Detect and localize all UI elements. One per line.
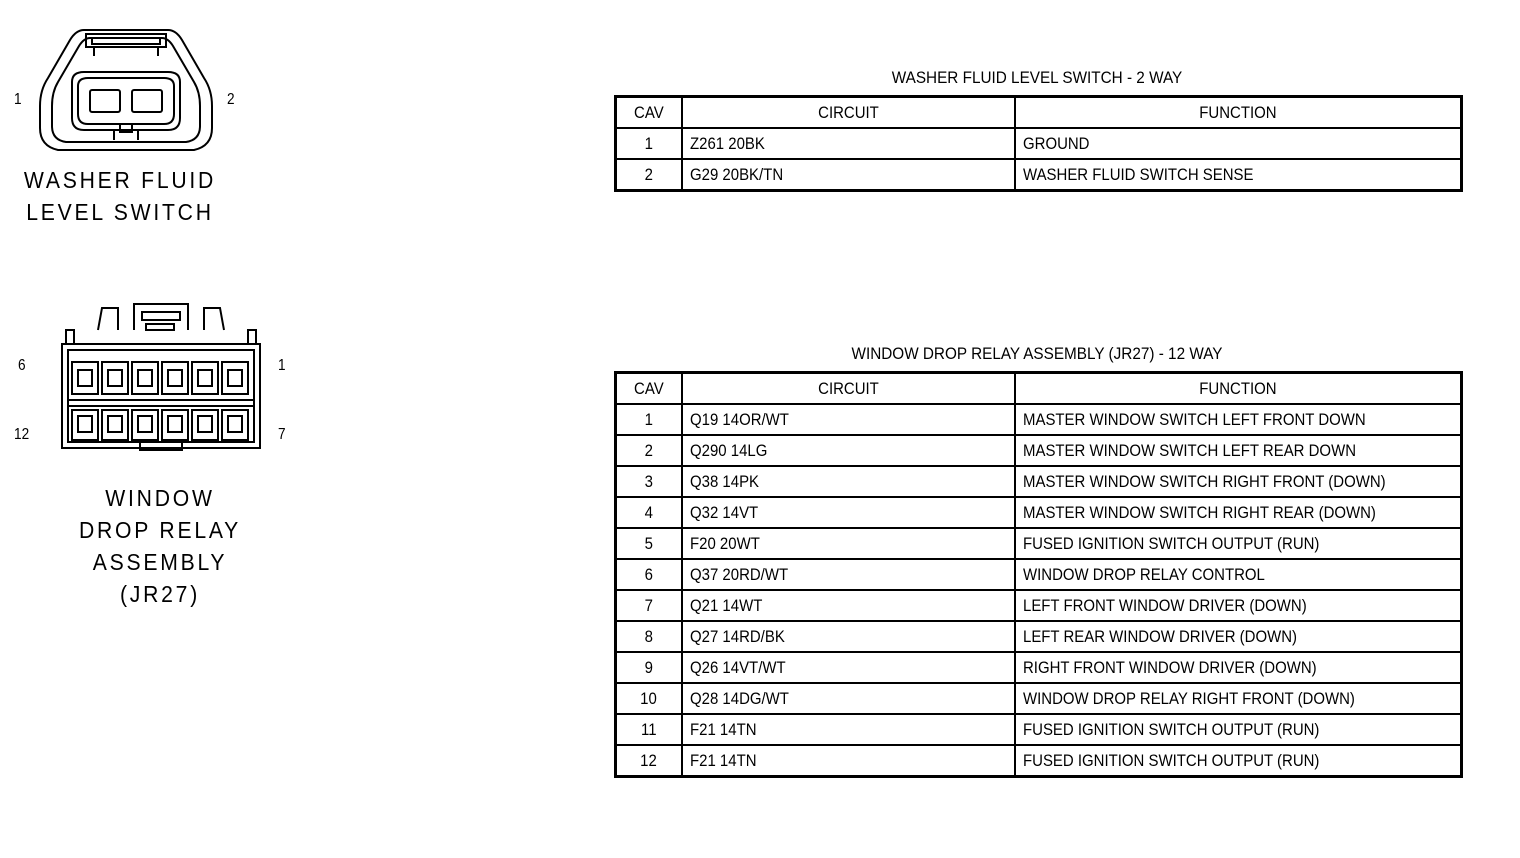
function-cell: MASTER WINDOW SWITCH LEFT REAR DOWN [1015,435,1462,466]
table-row [616,435,1462,466]
circuit-cell: Q27 14RD/BK [682,621,1015,652]
cav-cell: 1 [616,404,682,435]
relay-pin-7-label: 7 [278,426,286,443]
cav-cell: 12 [616,745,682,777]
column-header: CIRCUIT [682,97,1015,129]
table-row [616,497,1462,528]
circuit-cell: Z261 20BK [682,128,1015,159]
function-cell: LEFT FRONT WINDOW DRIVER (DOWN) [1015,590,1462,621]
function-cell: FUSED IGNITION SWITCH OUTPUT (RUN) [1015,745,1462,777]
table-row [616,714,1462,745]
cav-cell: 2 [616,435,682,466]
cav-cell: 5 [616,528,682,559]
cav-cell: 8 [616,621,682,652]
table-row [616,621,1462,652]
circuit-cell: Q38 14PK [682,466,1015,497]
table-header-row [616,97,1462,129]
relay-connector-name-line: (JR27) [119,581,201,607]
column-header: CAV [616,97,682,129]
cav-cell: 3 [616,466,682,497]
table-row [616,590,1462,621]
table-row [616,528,1462,559]
cav-cell: 7 [616,590,682,621]
function-cell: WINDOW DROP RELAY RIGHT FRONT (DOWN) [1015,683,1462,714]
table-row [616,128,1462,159]
table-row [616,683,1462,714]
function-cell: MASTER WINDOW SWITCH RIGHT FRONT (DOWN) [1015,466,1462,497]
circuit-cell: F21 14TN [682,745,1015,777]
washer-pin-1-label: 1 [14,91,22,108]
cav-cell: 2 [616,159,682,191]
column-header: CIRCUIT [682,373,1015,405]
cav-cell: 10 [616,683,682,714]
column-header: CAV [616,373,682,405]
washer-switch-connector-drawing [36,26,216,158]
function-cell: FUSED IGNITION SWITCH OUTPUT (RUN) [1015,714,1462,745]
relay-connector-name-line: DROP RELAY [78,517,242,543]
function-cell: GROUND [1015,128,1462,159]
cav-cell: 11 [616,714,682,745]
column-header: FUNCTION [1015,97,1462,129]
function-cell: LEFT REAR WINDOW DRIVER (DOWN) [1015,621,1462,652]
table-row [616,404,1462,435]
circuit-cell: Q290 14LG [682,435,1015,466]
function-cell: FUSED IGNITION SWITCH OUTPUT (RUN) [1015,528,1462,559]
table-header-row [616,373,1462,405]
function-cell: MASTER WINDOW SWITCH RIGHT REAR (DOWN) [1015,497,1462,528]
washer-pinout-table [614,95,1463,192]
relay-pinout-table [614,371,1463,778]
function-cell: RIGHT FRONT WINDOW DRIVER (DOWN) [1015,652,1462,683]
cav-cell: 4 [616,497,682,528]
table-row [616,159,1462,191]
circuit-cell: Q32 14VT [682,497,1015,528]
washer-pin-2-label: 2 [227,91,235,108]
relay-connector-drawing [58,300,264,460]
circuit-cell: Q21 14WT [682,590,1015,621]
washer-connector-name-line: LEVEL SWITCH [26,199,214,225]
relay-connector-name-line: ASSEMBLY [92,549,228,575]
relay-table-title: WINDOW DROP RELAY ASSEMBLY (JR27) - 12 WAY [851,344,1223,363]
relay-connector-name-line: WINDOW [105,485,215,511]
cav-cell: 9 [616,652,682,683]
circuit-cell: Q28 14DG/WT [682,683,1015,714]
table-row [616,559,1462,590]
cav-cell: 6 [616,559,682,590]
circuit-cell: Q26 14VT/WT [682,652,1015,683]
washer-connector-name-line: WASHER FLUID [23,167,217,193]
table-row [616,745,1462,777]
column-header: FUNCTION [1015,373,1462,405]
washer-table-title: WASHER FLUID LEVEL SWITCH - 2 WAY [891,68,1183,87]
cav-cell: 1 [616,128,682,159]
function-cell: WASHER FLUID SWITCH SENSE [1015,159,1462,191]
circuit-cell: F20 20WT [682,528,1015,559]
relay-connector-name [59,482,261,610]
circuit-cell: Q37 20RD/WT [682,559,1015,590]
relay-pin-12-label: 12 [14,426,30,443]
circuit-cell: Q19 14OR/WT [682,404,1015,435]
relay-pin-6-label: 6 [18,357,26,374]
washer-connector-name [19,164,221,228]
circuit-cell: G29 20BK/TN [682,159,1015,191]
relay-pin-1-label: 1 [278,357,286,374]
table-row [616,652,1462,683]
function-cell: MASTER WINDOW SWITCH LEFT FRONT DOWN [1015,404,1462,435]
circuit-cell: F21 14TN [682,714,1015,745]
function-cell: WINDOW DROP RELAY CONTROL [1015,559,1462,590]
table-row [616,466,1462,497]
